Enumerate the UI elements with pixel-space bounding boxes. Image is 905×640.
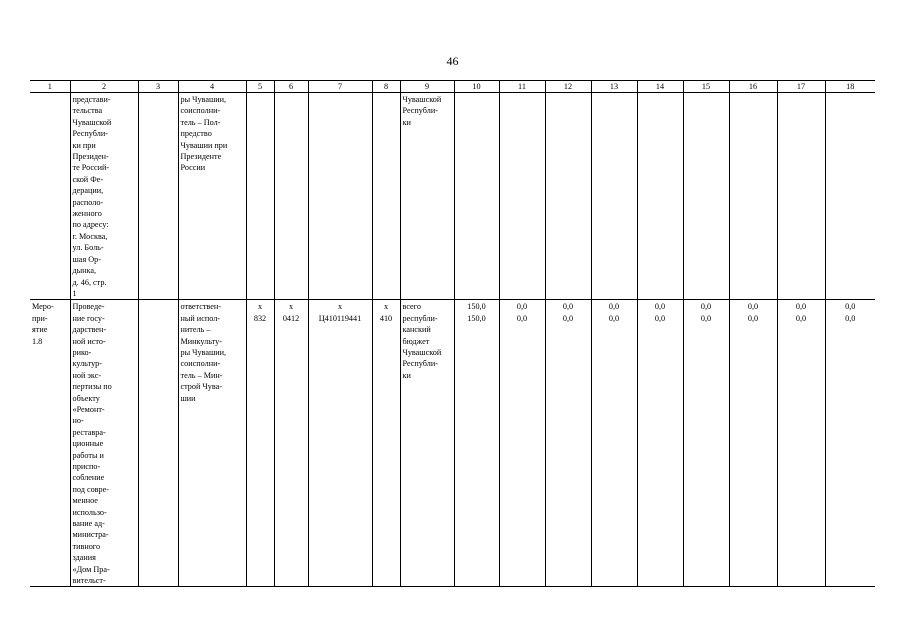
section-code-total: х (288, 302, 294, 312)
value-total: 150,0 (467, 302, 486, 312)
section-code-cell (274, 300, 308, 587)
column-header: 6 (274, 81, 308, 93)
column-header: 14 (637, 81, 683, 93)
year-value-cell (825, 300, 875, 587)
section-code-budget: 0412 (282, 313, 300, 323)
column-header: 18 (825, 81, 875, 93)
value-budget: 0,0 (795, 313, 807, 323)
value-budget: 0,0 (747, 313, 759, 323)
column-header: 15 (683, 81, 729, 93)
grbs-code-total: х (257, 302, 263, 312)
empty-cell (683, 93, 729, 300)
expense-type-budget: 410 (379, 313, 393, 323)
empty-cell (777, 93, 825, 300)
year-value-cell (729, 300, 777, 587)
empty-cell (729, 93, 777, 300)
empty-cell (637, 93, 683, 300)
empty-cell (825, 93, 875, 300)
value-total: 0,0 (700, 302, 712, 312)
value-total: 0,0 (845, 302, 856, 312)
table-row-continuation (30, 93, 875, 300)
empty-cell (308, 93, 372, 300)
value-total: 0,0 (608, 302, 620, 312)
column-header: 7 (308, 81, 372, 93)
column-header: 11 (499, 81, 545, 93)
year-value-cell (499, 300, 545, 587)
empty-cell (454, 93, 499, 300)
value-budget: 0,0 (654, 313, 666, 323)
year-value-cell (683, 300, 729, 587)
column-header: 13 (591, 81, 637, 93)
executor-cell: ответствен- ный испол- нитель – Минкульту- ры Чувашии, соисполни- тель – Мин- строй Чува- шии (178, 300, 246, 587)
target-article-cell (308, 300, 372, 587)
column-header: 3 (138, 81, 178, 93)
year-value-cell (637, 300, 683, 587)
column-header: 9 (400, 81, 454, 93)
empty-cell (591, 93, 637, 300)
value-total: 0,0 (795, 302, 807, 312)
year-value-cell (591, 300, 637, 587)
event-number-cell (30, 93, 70, 300)
empty-cell (246, 93, 274, 300)
funding-source-cell (400, 300, 454, 587)
grbs-code-cell (246, 300, 274, 587)
value-budget: 150,0 (467, 313, 486, 323)
expense-type-total: х (383, 302, 389, 312)
empty-cell (545, 93, 591, 300)
funding-budget-label: республи- канский бюджет Чувашской Республи- ки (402, 313, 442, 380)
expense-type-cell (372, 300, 400, 587)
empty-cell (138, 300, 178, 587)
empty-cell (372, 93, 400, 300)
year-value-cell (777, 300, 825, 587)
value-budget: 0,0 (562, 313, 574, 323)
executor-cell: ры Чувашии, соисполни- тель – Пол- предство Чувашии при Президенте России (178, 93, 246, 300)
column-header: 4 (178, 81, 246, 93)
target-article-total: х (337, 302, 343, 312)
value-total: 0,0 (747, 302, 759, 312)
empty-cell (138, 93, 178, 300)
year-value-cell (545, 300, 591, 587)
table-row-event (30, 300, 875, 587)
column-header: 5 (246, 81, 274, 93)
year-value-cell (454, 300, 499, 587)
value-budget: 0,0 (516, 313, 528, 323)
funding-source-cell: Чувашской Республи- ки (400, 93, 454, 300)
target-article-budget: Ц410119441 (318, 313, 362, 323)
column-header: 10 (454, 81, 499, 93)
page-number: 46 (446, 54, 459, 68)
value-total: 0,0 (516, 302, 528, 312)
budget-table (30, 80, 875, 587)
event-name-cell: Проведе- ние госу- дарствен- ной исто- рико- культур- ной экс- пертизы по объекту «Ремонт- но- реставра- ционные работы и приспо- собление под совре- менное использо- вание ад- министра- тивного здания «Дом Пра- вительст- (70, 300, 138, 587)
header-row (30, 81, 875, 93)
column-header: 8 (372, 81, 400, 93)
column-header: 12 (545, 81, 591, 93)
event-name-cell: представи- тельства Чувашской Республи- ки при Президен- те Россий- ской Фе- дерации, располо- женного по адресу: г. Москва, ул. Боль- шая Ор- дынка, д. 46, стр. 1 (70, 93, 138, 300)
funding-total-label: всего (402, 302, 421, 312)
value-total: 0,0 (654, 302, 666, 312)
value-budget: 0,0 (845, 313, 856, 323)
value-budget: 0,0 (608, 313, 620, 323)
column-header: 1 (30, 81, 70, 93)
empty-cell (499, 93, 545, 300)
event-number-cell: Меро- при- ятие 1.8 (30, 300, 70, 587)
value-total: 0,0 (562, 302, 574, 312)
column-header: 16 (729, 81, 777, 93)
value-budget: 0,0 (700, 313, 712, 323)
column-header: 17 (777, 81, 825, 93)
grbs-code-budget: 832 (253, 313, 267, 323)
column-header: 2 (70, 81, 138, 93)
empty-cell (274, 93, 308, 300)
